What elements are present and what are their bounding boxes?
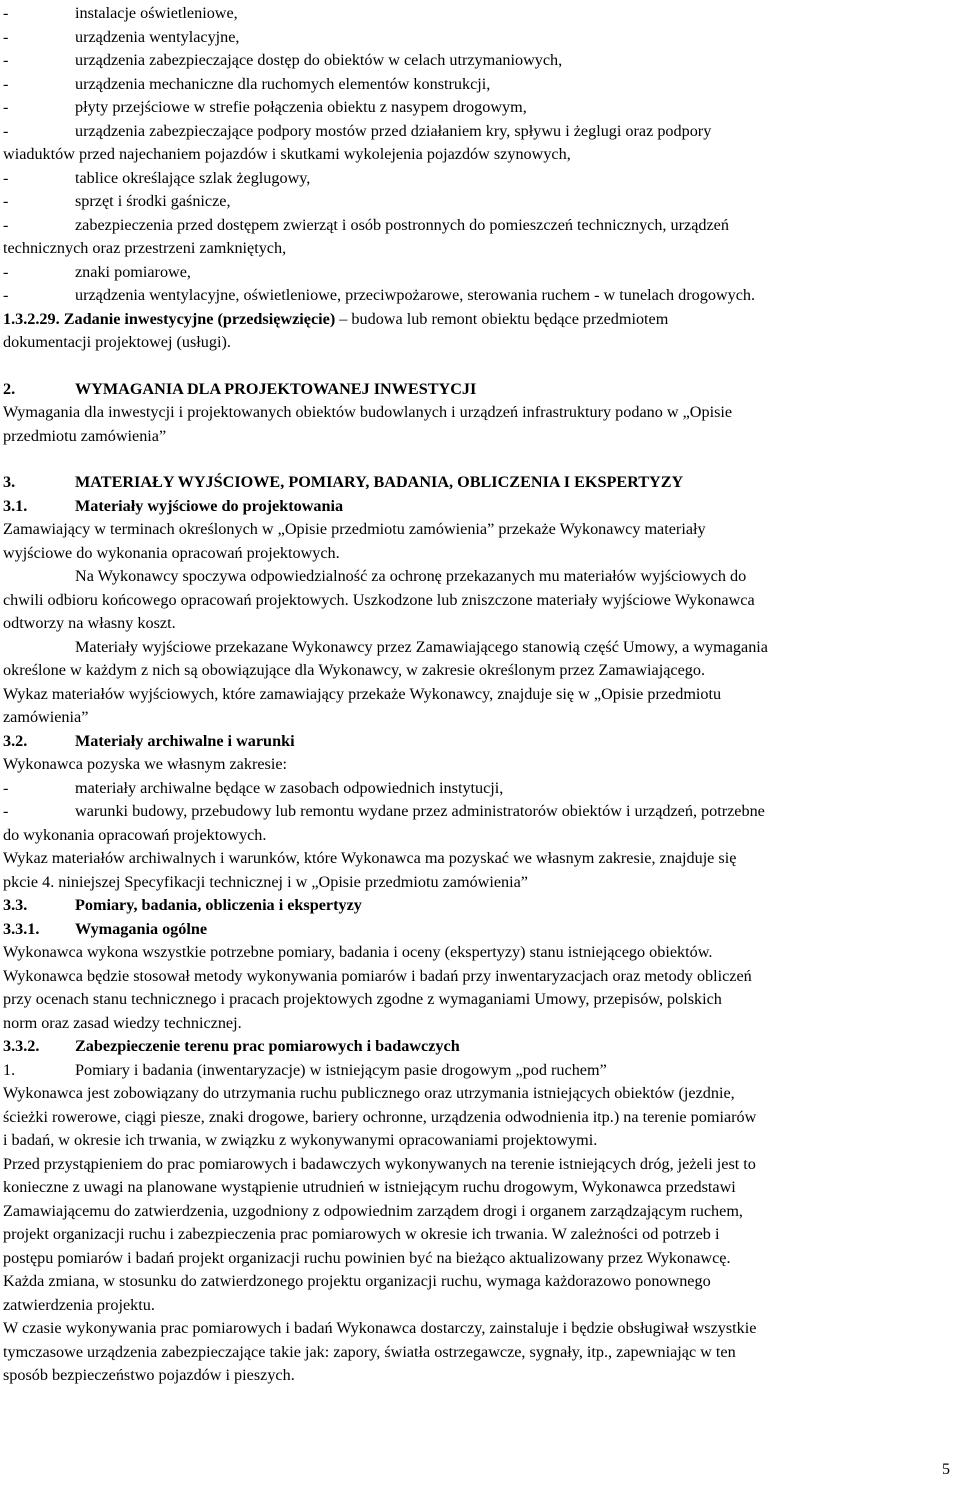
section-number: 3.: [3, 473, 16, 491]
section-heading: [3, 471, 953, 495]
list-item: [3, 284, 953, 308]
list-item-continuation: wiaduktów przed najechaniem pojazdów i skutkami wykolejenia pojazdów szynowych,: [3, 145, 571, 163]
paragraph-line: postępu pomiarów i badań projekt organizacji ruchu powinien być na bieżąco aktualizowany przez Wykonawcę.: [3, 1248, 731, 1267]
subsection-heading: [3, 894, 953, 918]
section-title: Wymagania ogólne: [75, 919, 208, 938]
section-number: 3.3.1.: [3, 919, 40, 938]
list-item-text: płyty przejściowe w strefie połączenia obiektu z nasypem drogowym,: [75, 98, 527, 116]
paragraph-line: sposób bezpieczeństwo pojazdów i pieszych.: [3, 1366, 295, 1384]
item-text: Pomiary i badania (inwentaryzacje) w istniejącym pasie drogowym „pod ruchem”: [75, 1060, 607, 1079]
paragraph-line: Wykaz materiałów archiwalnych i warunków, które Wykonawca ma pozyskać we własnym zakresie, znajduje się: [3, 849, 737, 867]
document-page: [3, 2, 953, 1388]
dash: -: [3, 98, 9, 116]
list-item: [3, 96, 953, 120]
paragraph-line: Materiały wyjściowe przekazane Wykonawcy przez Zamawiającego stanowią część Umowy, a wymagania: [75, 637, 768, 656]
dash: -: [3, 286, 9, 304]
dash: -: [3, 168, 9, 187]
section-number: 2.: [3, 379, 16, 398]
list-item-text: urządzenia zabezpieczające podpory mostów przed działaniem kry, spływu i żeglugi oraz podpory: [75, 121, 712, 140]
em-dash: –: [339, 309, 348, 328]
paragraph-line: norm oraz zasad wiedzy technicznej.: [3, 1013, 242, 1032]
list-item: [3, 777, 953, 801]
paragraph-line: Przed przystąpieniem do prac pomiarowych i badawczych wykonywanych na terenie istniejących dróg, jeżeli jest to: [3, 1154, 756, 1173]
dash: -: [3, 4, 9, 22]
item-number: 1.: [3, 1060, 16, 1079]
paragraph-line: chwili odbioru końcowego opracowań projektowych. Uszkodzone lub zniszczone materiały wyjściowe Wykonawca: [3, 590, 755, 609]
list-item-continuation: technicznych oraz przestrzeni zamkniętych,: [3, 239, 287, 257]
list-item-text: urządzenia wentylacyjne, oświetleniowe, przeciwpożarowe, sterowania ruchem - w tunelach drogowych.: [75, 286, 756, 304]
dash: -: [3, 192, 9, 210]
list-item: [3, 167, 953, 191]
list-item: [3, 800, 953, 824]
section-number: 3.1.: [3, 496, 28, 515]
paragraph-line: Każda zmiana, w stosunku do zatwierdzonego projektu organizacji ruchu, wymaga każdorazowo ponownego: [3, 1272, 711, 1290]
paragraph-line: konieczne z uwagi na planowane wystąpienie utrudnień w istniejącym ruchu drogowym, Wykonawca przedstawi: [3, 1178, 736, 1196]
list-item: [3, 26, 953, 50]
list-item-continuation: do wykonania opracowań projektowych.: [3, 825, 267, 844]
section-title: Pomiary, badania, obliczenia i ekspertyzy: [75, 896, 362, 914]
paragraph-line: Wykonawca jest zobowiązany do utrzymania ruchu publicznego oraz utrzymania istniejących obiektów (jezdnie,: [3, 1084, 735, 1102]
paragraph-line: W czasie wykonywania prac pomiarowych i badań Wykonawca dostarczy, zainstaluje i będzie obsługiwał wszystkie: [3, 1319, 757, 1337]
paragraph-line: Zamawiający w terminach określonych w „Opisie przedmiotu zamówienia” przekaże Wykonawcy materiały: [3, 520, 706, 538]
definition-term: Zadanie inwestycyjne (przedsięwzięcie): [63, 309, 336, 328]
section-number: 3.3.2.: [3, 1037, 40, 1055]
dash: -: [3, 215, 9, 234]
list-item: [3, 73, 953, 97]
paragraph-line: określone w każdym z nich są obowiązujące dla Wykonawcy, w zakresie określonym przez Zamawiającego.: [3, 661, 705, 679]
paragraph-line: Na Wykonawcy spoczywa odpowiedzialność za ochronę przekazanych mu materiałów wyjściowych do: [75, 567, 747, 585]
list-item: [3, 49, 953, 73]
list-item-text: zabezpieczenia przed dostępem zwierząt i osób postronnych do pomieszczeń technicznych, urządzeń: [75, 215, 729, 234]
definition-number: 1.3.2.29.: [3, 309, 60, 328]
definition-continuation: dokumentacji projektowej (usługi).: [3, 333, 231, 351]
section-heading: [3, 378, 953, 402]
section-number: 3.2.: [3, 731, 28, 750]
dash: -: [3, 262, 9, 281]
numbered-item: [3, 1059, 953, 1083]
paragraph-line: zamówienia”: [3, 708, 89, 726]
section-title: Zabezpieczenie terenu prac pomiarowych i badawczych: [75, 1037, 460, 1055]
paragraph-line: Wymagania dla inwestycji i projektowanych obiektów budowlanych i urządzeń infrastruktury podano w „Opisie: [3, 403, 733, 421]
list-item-text: materiały archiwalne będące w zasobach odpowiednich instytucji,: [75, 778, 504, 797]
paragraph-line: projekt organizacji ruchu i zabezpieczenia prac pomiarowych w okresie ich trwania. W zależności od potrzeb i: [3, 1225, 720, 1243]
list-item-text: tablice określające szlak żeglugowy,: [75, 168, 311, 187]
paragraph-line: Zamawiającemu do zatwierdzenia, uzgodniony z odpowiednim zarządem drogi i organem zarządzającym ruchem,: [3, 1201, 743, 1220]
section-title: Materiały wyjściowe do projektowania: [75, 496, 344, 515]
dash: -: [3, 74, 9, 93]
list-item: [3, 214, 953, 238]
page-number: 5: [942, 1460, 950, 1478]
list-item-text: instalacje oświetleniowe,: [75, 4, 238, 22]
list-item: [3, 190, 953, 214]
spacer: [3, 448, 953, 471]
paragraph-line: Wykonawca wykona wszystkie potrzebne pomiary, badania i oceny (ekspertyzy) stanu istniejącego obiektów.: [3, 943, 713, 961]
subsection-heading: [3, 918, 953, 942]
list-item-text: warunki budowy, przebudowy lub remontu wydane przez administratorów obiektów i urządzeń, potrzebne: [75, 802, 765, 820]
dash: -: [3, 51, 9, 69]
dash: -: [3, 27, 9, 46]
dash: -: [3, 802, 9, 820]
subsection-heading: [3, 495, 953, 519]
paragraph-line: odtworzy na własny koszt.: [3, 614, 176, 632]
paragraph-line: tymczasowe urządzenia zabezpieczające takie jak: zapory, światła ostrzegawcze, sygnały, itp., zapewniając w ten: [3, 1342, 736, 1361]
list-item: [3, 261, 953, 285]
paragraph-line: ścieżki rowerowe, ciągi piesze, znaki drogowe, bariery ochronne, urządzenia odwodnienia itp.) na terenie pomiarów: [3, 1107, 757, 1126]
paragraph-line: i badań, w okresie ich trwania, w związku z wykonywanymi opracowaniami projektowymi.: [3, 1131, 598, 1149]
paragraph-line: Wykonawca pozyska we własnym zakresie:: [3, 755, 287, 773]
section-title: WYMAGANIA DLA PROJEKTOWANEJ INWESTYCJI: [75, 379, 477, 398]
paragraph-line: wyjściowe do wykonania opracowań projektowych.: [3, 543, 340, 562]
paragraph-line: pkcie 4. niniejszej Specyfikacji technicznej i w „Opisie przedmiotu zamówienia”: [3, 872, 528, 891]
paragraph-line: przy ocenach stanu technicznego i pracach projektowych zgodne z wymaganiami Umowy, przepisów, polskich: [3, 990, 722, 1008]
paragraph-line: Wykaz materiałów wyjściowych, które zamawiający przekaże Wykonawcy, znajduje się w „Opisie przedmiotu: [3, 684, 722, 703]
definition-text: budowa lub remont obiektu będące przedmiotem: [351, 309, 669, 328]
subsection-heading: [3, 1035, 953, 1059]
paragraph-line: przedmiotu zamówienia”: [3, 426, 167, 445]
list-item-text: urządzenia wentylacyjne,: [75, 27, 240, 46]
list-item-text: urządzenia zabezpieczające dostęp do obiektów w celach utrzymaniowych,: [75, 51, 563, 69]
definition: [3, 308, 953, 332]
list-item: [3, 2, 953, 26]
section-title: MATERIAŁY WYJŚCIOWE, POMIARY, BADANIA, OBLICZENIA I EKSPERTYZY: [75, 473, 684, 491]
paragraph-line: Wykonawca będzie stosował metody wykonywania pomiarów i badań przy inwentaryzacjach oraz metody obliczeń: [3, 966, 752, 985]
section-title: Materiały archiwalne i warunki: [75, 731, 295, 750]
list-item-text: znaki pomiarowe,: [75, 262, 191, 281]
dash: -: [3, 121, 9, 140]
spacer: [3, 355, 953, 378]
section-number: 3.3.: [3, 896, 28, 914]
list-item-text: sprzęt i środki gaśnicze,: [75, 192, 231, 210]
list-item-text: urządzenia mechaniczne dla ruchomych elementów konstrukcji,: [75, 74, 491, 93]
dash: -: [3, 778, 9, 797]
paragraph-line: zatwierdzenia projektu.: [3, 1295, 155, 1314]
list-item: [3, 120, 953, 144]
subsection-heading: [3, 730, 953, 754]
